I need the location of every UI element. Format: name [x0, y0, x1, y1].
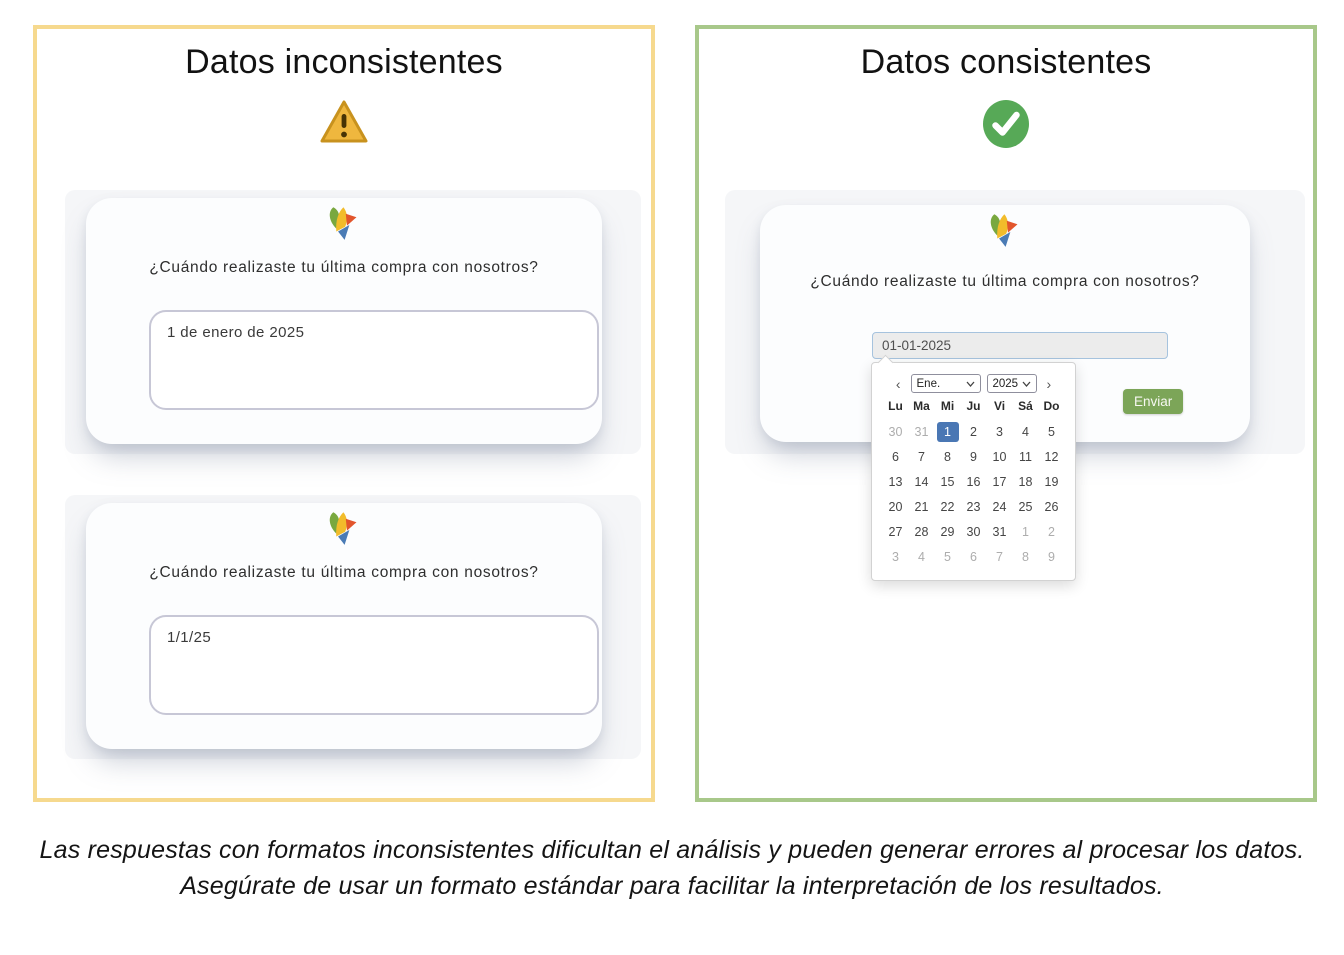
chevron-down-icon: [1022, 378, 1031, 390]
weekday-label: Mi: [940, 399, 955, 413]
calendar-day[interactable]: 30: [966, 525, 981, 539]
survey-card-inconsistent-2: [86, 503, 602, 749]
calendar-day[interactable]: 16: [966, 475, 981, 489]
next-month-button[interactable]: ›: [1043, 376, 1056, 392]
weekday-label: Ma: [913, 399, 930, 413]
date-picker-popup: [871, 362, 1076, 581]
survey-brand-logo-icon: [986, 213, 1024, 256]
calendar-day[interactable]: 10: [992, 450, 1007, 464]
submit-button[interactable]: Enviar: [1123, 389, 1183, 414]
check-circle-icon: [981, 98, 1031, 155]
calendar-day[interactable]: 5: [1048, 425, 1055, 439]
calendar-day[interactable]: 4: [1022, 425, 1029, 439]
open-text-answer-input[interactable]: 1 de enero de 2025: [149, 310, 599, 410]
calendar-day[interactable]: 12: [1044, 450, 1059, 464]
survey-question: ¿Cuándo realizaste tu última compra con nosotros?: [810, 273, 1200, 290]
survey-brand-logo-icon: [325, 511, 363, 554]
calendar-day[interactable]: 22: [940, 500, 955, 514]
calendar-day[interactable]: 26: [1044, 500, 1059, 514]
calendar-day[interactable]: 6: [892, 450, 899, 464]
survey-brand-logo-icon: [325, 206, 363, 249]
calendar-day[interactable]: 21: [914, 500, 929, 514]
weekday-label: Ju: [966, 399, 981, 413]
calendar-day[interactable]: 31: [992, 525, 1007, 539]
calendar-day[interactable]: 23: [966, 500, 981, 514]
panel-title: Datos consistentes: [860, 43, 1152, 81]
calendar-day[interactable]: 2: [1048, 525, 1055, 539]
calendar-day[interactable]: 20: [888, 500, 903, 514]
weekday-label: Do: [1043, 399, 1060, 413]
calendar-day[interactable]: 7: [996, 550, 1003, 564]
date-field-input[interactable]: 01-01-2025: [872, 332, 1168, 359]
calendar-day[interactable]: 17: [992, 475, 1007, 489]
calendar-day[interactable]: 3: [996, 425, 1003, 439]
calendar-day[interactable]: 8: [944, 450, 951, 464]
calendar-day[interactable]: 25: [1018, 500, 1033, 514]
open-text-answer-input[interactable]: 1/1/25: [149, 615, 599, 715]
calendar-day[interactable]: 19: [1044, 475, 1059, 489]
weekday-label: Vi: [993, 399, 1006, 413]
calendar-day[interactable]: 2: [970, 425, 977, 439]
weekday-label: Lu: [888, 399, 903, 413]
survey-question: ¿Cuándo realizaste tu última compra con nosotros?: [149, 564, 539, 581]
calendar-day[interactable]: 6: [970, 550, 977, 564]
calendar-day[interactable]: 27: [888, 525, 903, 539]
calendar-day[interactable]: 4: [918, 550, 925, 564]
calendar-day[interactable]: 15: [940, 475, 955, 489]
month-select-value: Ene.: [916, 377, 941, 390]
calendar-day[interactable]: 14: [914, 475, 929, 489]
calendar-day[interactable]: 9: [970, 450, 977, 464]
calendar-day-selected[interactable]: 1: [937, 422, 959, 442]
calendar-day[interactable]: 18: [1018, 475, 1033, 489]
calendar-day[interactable]: 1: [1022, 525, 1029, 539]
calendar-day[interactable]: 8: [1022, 550, 1029, 564]
calendar-day[interactable]: 24: [992, 500, 1007, 514]
chevron-down-icon: [966, 378, 975, 390]
warning-triangle-icon: [318, 98, 370, 151]
survey-question: ¿Cuándo realizaste tu última compra con nosotros?: [149, 259, 539, 276]
previous-month-button[interactable]: ‹: [892, 376, 905, 392]
calendar-day[interactable]: 3: [892, 550, 899, 564]
calendar-day[interactable]: 13: [888, 475, 903, 489]
panel-title: Datos inconsistentes: [185, 43, 503, 81]
consistent-data-panel: [695, 25, 1317, 802]
calendar-day[interactable]: 5: [944, 550, 951, 564]
calendar-day[interactable]: 7: [918, 450, 925, 464]
inconsistent-data-panel: [33, 25, 655, 802]
month-select[interactable]: [911, 374, 981, 393]
survey-card-inconsistent-1: [86, 198, 602, 444]
calendar-weekdays: [872, 399, 1075, 417]
calendar-day[interactable]: 31: [914, 425, 929, 439]
calendar-header: [872, 374, 1075, 393]
calendar-day[interactable]: 9: [1048, 550, 1055, 564]
weekday-label: Sá: [1018, 399, 1033, 413]
calendar-day[interactable]: 28: [914, 525, 929, 539]
calendar-day[interactable]: 30: [888, 425, 903, 439]
calendar-days-grid: [872, 421, 1075, 571]
year-select[interactable]: [987, 374, 1037, 393]
calendar-day[interactable]: 11: [1019, 450, 1032, 464]
year-select-value: 2025: [992, 377, 1019, 390]
calendar-day[interactable]: 29: [940, 525, 955, 539]
explanatory-caption: Las respuestas con formatos inconsistentes dificultan el análisis y pueden generar errores al procesar los datos. Asegúrate de usar un formato estándar para facilitar la interpretación de los resultados.: [39, 836, 1305, 900]
